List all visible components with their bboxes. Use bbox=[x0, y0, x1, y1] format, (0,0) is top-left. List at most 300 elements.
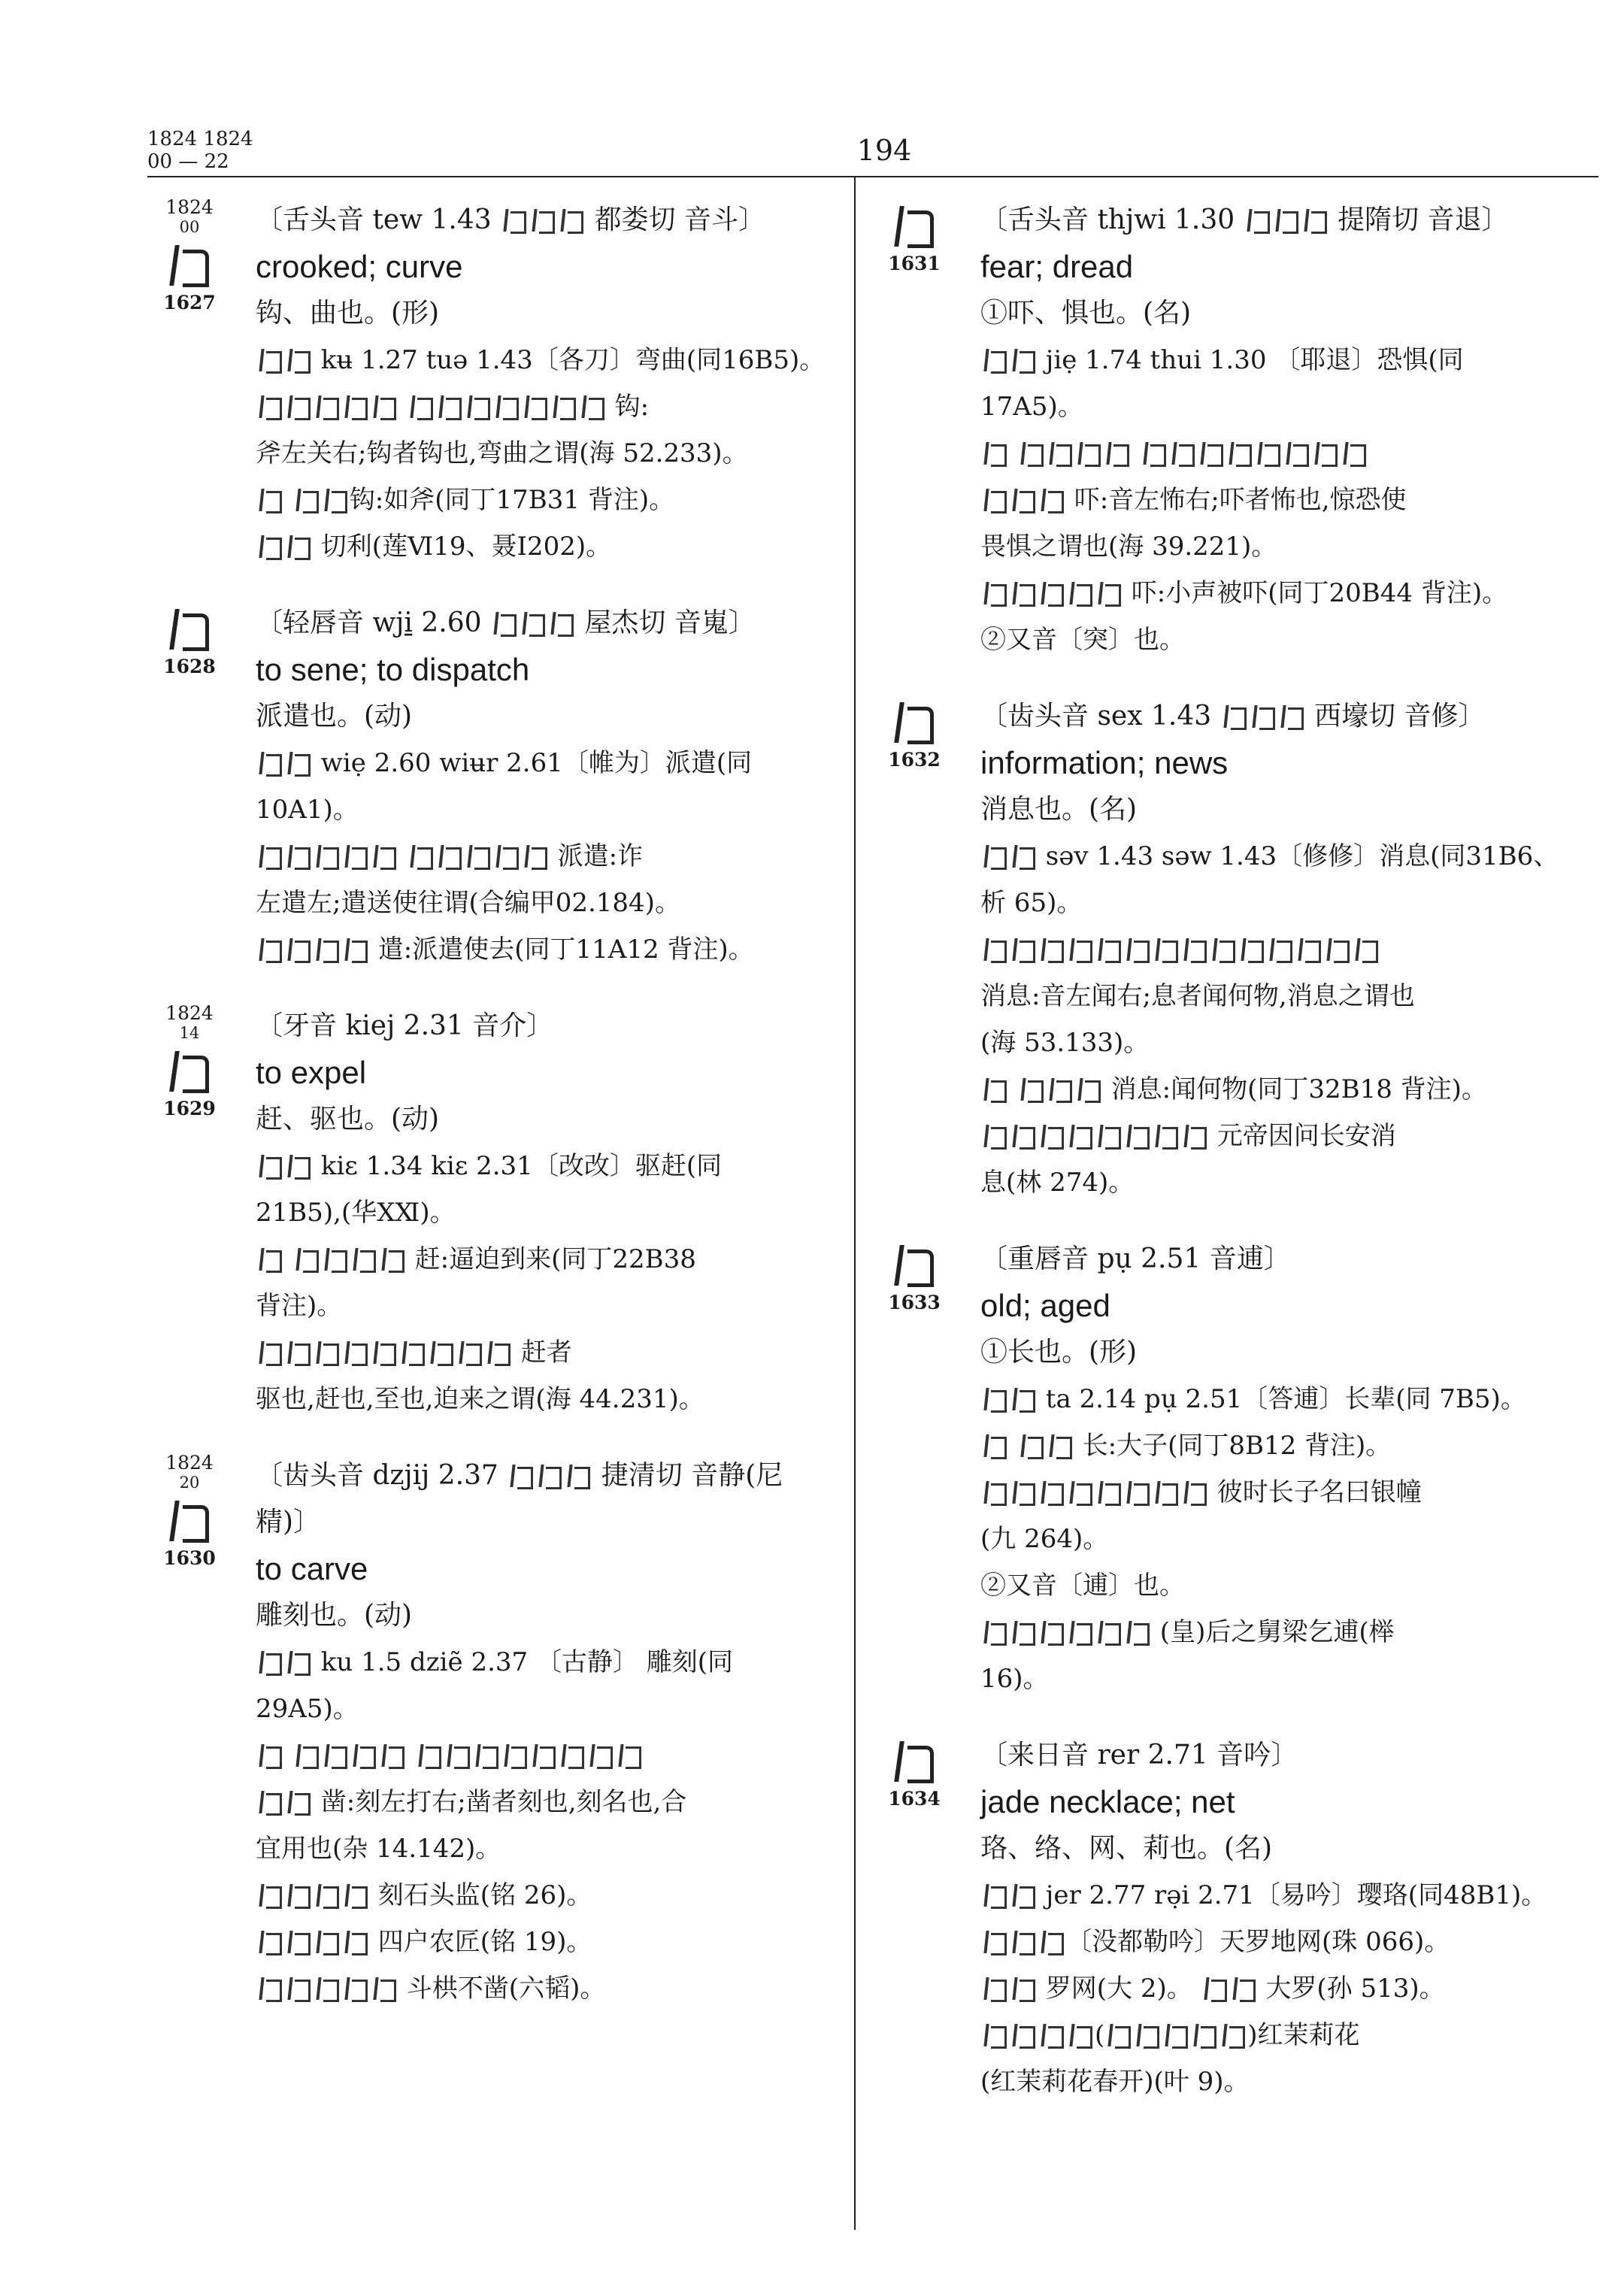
entry-code: 1824 14 bbox=[147, 1003, 232, 1042]
tangut-glyph-icon bbox=[1183, 1122, 1207, 1150]
entry-example-line: (红茉莉花春开)(叶 9)。 bbox=[980, 2067, 1250, 2097]
tangut-glyph-icon bbox=[258, 1742, 282, 1769]
entry-example-line: 驱也,赶也,至也,迫来之谓(海 44.231)。 bbox=[256, 1384, 704, 1414]
tangut-glyph-icon bbox=[531, 207, 555, 234]
entry-number: 1632 bbox=[888, 749, 941, 771]
tangut-glyph-icon bbox=[1164, 2022, 1188, 2049]
tangut-glyph-icon bbox=[486, 1339, 511, 1366]
entry-subcode: 20 bbox=[179, 1474, 200, 1492]
tangut-glyph-icon bbox=[589, 1742, 613, 1769]
entry-chinese: 消息也。(名) bbox=[980, 794, 1138, 825]
entry-english: to expel bbox=[256, 1055, 367, 1090]
tangut-glyph-icon bbox=[344, 1975, 368, 2002]
tangut-glyph-icon bbox=[983, 347, 1007, 374]
tangut-glyph-icon bbox=[1020, 440, 1044, 467]
tangut-glyph-icon bbox=[1354, 936, 1378, 963]
tangut-glyph-icon bbox=[1020, 1432, 1044, 1459]
tangut-glyph-icon bbox=[1068, 1122, 1092, 1150]
tangut-glyph-icon bbox=[1126, 1619, 1150, 1646]
tangut-glyph-icon bbox=[1183, 936, 1207, 963]
entry-phonetic-cont: 精)〕 bbox=[256, 1507, 321, 1537]
entry-example-line: 消息:闻何物(同丁32B18 背注)。 bbox=[980, 1066, 1598, 1113]
entry-english: information; news bbox=[980, 745, 1229, 780]
entry-phonetic: 〔齿头音 dzjij 2.37 捷清切 音静(尼 bbox=[256, 1460, 783, 1491]
entry-example-line: 赶者 bbox=[256, 1329, 839, 1376]
tangut-glyph-icon bbox=[1097, 936, 1121, 963]
tangut-glyph-icon bbox=[1342, 440, 1366, 467]
tangut-glyph-icon bbox=[1068, 936, 1092, 963]
tangut-glyph-icon bbox=[344, 393, 368, 420]
entry-phonetic: 〔齿头音 sex 1.43 西壕切 音修〕 bbox=[980, 701, 1486, 732]
entry-example-line: 钩: bbox=[256, 383, 839, 430]
tangut-glyph-icon bbox=[983, 1122, 1007, 1150]
page-header bbox=[147, 128, 1598, 177]
tangut-glyph-icon bbox=[1068, 2022, 1092, 2049]
headword-glyph-icon bbox=[892, 1735, 936, 1785]
tangut-glyph-icon bbox=[1040, 1479, 1064, 1506]
entry-example-line: kʉ 1.27 tuə 1.43〔各刀〕弯曲(同16B5)。 bbox=[256, 337, 839, 383]
tangut-glyph-icon bbox=[983, 1928, 1007, 1955]
tangut-glyph-icon bbox=[323, 1742, 347, 1769]
tangut-glyph-icon bbox=[352, 1742, 376, 1769]
tangut-glyph-icon bbox=[1142, 440, 1166, 467]
tangut-glyph-icon bbox=[258, 486, 282, 513]
tangut-glyph-icon bbox=[1011, 936, 1035, 963]
entry-chinese: 派遣也。(动) bbox=[256, 701, 413, 732]
tangut-glyph-icon bbox=[1274, 207, 1298, 234]
tangut-glyph-icon bbox=[466, 843, 490, 870]
dictionary-entry bbox=[147, 197, 839, 570]
entry-example-line: 17A5)。 bbox=[980, 392, 1083, 422]
entry-example-line: 21B5),(华ⅩⅪ)。 bbox=[256, 1198, 456, 1228]
entry-example-line: kiɛ 1.34 kiɛ 2.31〔改改〕驱赶(同 bbox=[256, 1143, 839, 1189]
entry-example-line: 吓:小声被吓(同丁20B44 背注)。 bbox=[980, 570, 1598, 616]
tangut-glyph-icon bbox=[1126, 1122, 1150, 1150]
tangut-glyph-icon bbox=[1154, 936, 1178, 963]
tangut-glyph-icon bbox=[1011, 1479, 1035, 1506]
tangut-glyph-icon bbox=[1097, 1479, 1121, 1506]
tangut-glyph-icon bbox=[1011, 1619, 1035, 1646]
entry-english: fear; dread bbox=[980, 249, 1134, 284]
entry-chinese: ①长也。(形) bbox=[980, 1337, 1138, 1368]
entry-example-line: 刻石头监(铭 26)。 bbox=[256, 1872, 839, 1919]
entry-example-line: 宜用也(杂 14.142)。 bbox=[256, 1834, 501, 1864]
tangut-glyph-icon bbox=[1097, 580, 1121, 607]
tangut-glyph-icon bbox=[344, 843, 368, 870]
headword-glyph-icon bbox=[892, 696, 936, 746]
entry-head bbox=[147, 1003, 232, 1119]
tangut-glyph-icon bbox=[1011, 1122, 1035, 1150]
tangut-glyph-icon bbox=[458, 1339, 482, 1366]
tangut-glyph-icon bbox=[1154, 1479, 1178, 1506]
tangut-glyph-icon bbox=[409, 393, 433, 420]
column-divider bbox=[854, 177, 856, 2230]
entry-number: 1633 bbox=[888, 1292, 941, 1313]
entry-example-line: ( )红茉莉花 bbox=[980, 2012, 1598, 2058]
tangut-glyph-icon bbox=[286, 1789, 311, 1816]
tangut-glyph-icon bbox=[1040, 580, 1064, 607]
tangut-glyph-icon bbox=[380, 1742, 404, 1769]
tangut-glyph-icon bbox=[1011, 1386, 1035, 1413]
entry-code: 1824 20 bbox=[147, 1453, 232, 1492]
entry-example-line: ku 1.5 dziẽ 2.37 〔古静〕 雕刻(同 bbox=[256, 1639, 839, 1686]
tangut-glyph-icon bbox=[286, 1882, 311, 1909]
entry-subcode: 14 bbox=[179, 1024, 200, 1042]
tangut-glyph-icon bbox=[1077, 1076, 1101, 1103]
header-range-top: 1824 1824 bbox=[147, 128, 253, 150]
entry-example-line bbox=[256, 1732, 839, 1779]
tangut-glyph-icon bbox=[1154, 1122, 1178, 1150]
entry-example-line: 左遣左;遣送使往谓(合编甲02.184)。 bbox=[256, 888, 680, 918]
tangut-glyph-icon bbox=[617, 1742, 641, 1769]
tangut-glyph-icon bbox=[344, 1339, 368, 1366]
entry-english: to sene; to dispatch bbox=[256, 652, 530, 687]
tangut-glyph-icon bbox=[438, 393, 462, 420]
tangut-glyph-icon bbox=[344, 1928, 368, 1955]
entry-body bbox=[256, 600, 839, 973]
entry-phonetic: 〔牙音 kiej 2.31 音介〕 bbox=[256, 1010, 554, 1041]
tangut-glyph-icon bbox=[1020, 1076, 1044, 1103]
right-column bbox=[872, 197, 1598, 2135]
entry-body bbox=[980, 1236, 1598, 1702]
entry-body bbox=[256, 1453, 839, 2012]
dictionary-entry bbox=[872, 693, 1598, 1206]
tangut-glyph-icon bbox=[474, 1742, 498, 1769]
tangut-glyph-icon bbox=[409, 843, 433, 870]
entry-example-line: (皇)后之舅梁乞逋(榉 bbox=[980, 1609, 1598, 1655]
tangut-glyph-icon bbox=[1040, 1928, 1064, 1955]
tangut-glyph-icon bbox=[1011, 580, 1035, 607]
dictionary-entry bbox=[872, 197, 1598, 663]
entry-head bbox=[147, 1453, 232, 1569]
tangut-glyph-icon bbox=[258, 1153, 282, 1180]
tangut-glyph-icon bbox=[550, 610, 574, 637]
tangut-glyph-icon bbox=[352, 1246, 376, 1273]
entry-head bbox=[872, 693, 956, 771]
tangut-glyph-icon bbox=[566, 1462, 590, 1489]
tangut-glyph-icon bbox=[1251, 703, 1275, 730]
tangut-glyph-icon bbox=[286, 750, 311, 777]
tangut-glyph-icon bbox=[560, 1742, 584, 1769]
tangut-glyph-icon bbox=[1240, 936, 1264, 963]
header-rule bbox=[147, 176, 1598, 177]
entry-example-line: 赶:逼迫到来(同丁22B38 bbox=[256, 1236, 839, 1283]
tangut-glyph-icon bbox=[983, 1076, 1007, 1103]
tangut-glyph-icon bbox=[1303, 207, 1327, 234]
tangut-glyph-icon bbox=[1097, 1619, 1121, 1646]
entry-example-line: 斗栱不凿(六韬)。 bbox=[256, 1965, 839, 2012]
tangut-glyph-icon bbox=[538, 1462, 562, 1489]
tangut-glyph-icon bbox=[1183, 1479, 1207, 1506]
tangut-glyph-icon bbox=[258, 347, 282, 374]
entry-number: 1629 bbox=[163, 1098, 216, 1119]
tangut-glyph-icon bbox=[1280, 703, 1304, 730]
tangut-glyph-icon bbox=[258, 843, 282, 870]
tangut-glyph-icon bbox=[1297, 936, 1321, 963]
left-column bbox=[147, 197, 839, 2042]
entry-example-line: ②又音〔突〕也。 bbox=[980, 625, 1185, 655]
entry-example-line: 背注)。 bbox=[256, 1291, 343, 1321]
tangut-glyph-icon bbox=[1223, 703, 1247, 730]
tangut-glyph-icon bbox=[532, 1742, 556, 1769]
entry-example-line: 切利(莲Ⅵ19、聂Ⅰ202)。 bbox=[256, 523, 839, 570]
headword-glyph-icon bbox=[892, 200, 936, 250]
tangut-glyph-icon bbox=[1040, 1122, 1064, 1150]
entry-phonetic: 〔舌头音 tew 1.43 都娄切 音斗〕 bbox=[256, 204, 765, 235]
dictionary-entry bbox=[147, 600, 839, 973]
tangut-glyph-icon bbox=[1211, 936, 1235, 963]
tangut-glyph-icon bbox=[1192, 2022, 1216, 2049]
tangut-glyph-icon bbox=[1040, 2022, 1064, 2049]
tangut-glyph-icon bbox=[258, 1246, 282, 1273]
entry-body bbox=[256, 1003, 839, 1422]
tangut-glyph-icon bbox=[1232, 1975, 1256, 2002]
tangut-glyph-icon bbox=[983, 1975, 1007, 2002]
tangut-glyph-icon bbox=[503, 1742, 527, 1769]
entry-chinese: 钩、曲也。(形) bbox=[256, 298, 440, 329]
tangut-glyph-icon bbox=[401, 1339, 425, 1366]
entry-subcode: 00 bbox=[179, 218, 200, 236]
entry-chinese: 雕刻也。(动) bbox=[256, 1600, 413, 1631]
entry-example-line: 10A1)。 bbox=[256, 795, 359, 825]
tangut-glyph-icon bbox=[580, 393, 604, 420]
headword-glyph-icon bbox=[168, 603, 211, 653]
tangut-glyph-icon bbox=[983, 936, 1007, 963]
tangut-glyph-icon bbox=[258, 533, 282, 560]
entry-example-line: 斧左关右;钩者钩也,弯曲之谓(海 52.233)。 bbox=[256, 438, 748, 468]
tangut-glyph-icon bbox=[1256, 440, 1280, 467]
dictionary-entry bbox=[872, 1732, 1598, 2105]
entry-chinese: 赶、驱也。(动) bbox=[256, 1104, 440, 1134]
tangut-glyph-icon bbox=[523, 393, 547, 420]
tangut-glyph-icon bbox=[1040, 1619, 1064, 1646]
entry-body bbox=[980, 197, 1598, 663]
tangut-glyph-icon bbox=[286, 1153, 311, 1180]
tangut-glyph-icon bbox=[315, 936, 339, 963]
entry-example-line: jiẹ 1.74 thui 1.30 〔耶退〕恐惧(同 bbox=[980, 337, 1598, 383]
tangut-glyph-icon bbox=[315, 1339, 339, 1366]
tangut-glyph-icon bbox=[983, 486, 1007, 513]
tangut-glyph-icon bbox=[286, 843, 311, 870]
tangut-glyph-icon bbox=[323, 486, 347, 513]
entry-number: 1627 bbox=[163, 292, 216, 314]
tangut-glyph-icon bbox=[1135, 2022, 1159, 2049]
tangut-glyph-icon bbox=[258, 1649, 282, 1676]
tangut-glyph-icon bbox=[1126, 1479, 1150, 1506]
tangut-glyph-icon bbox=[492, 610, 517, 637]
page-number: 194 bbox=[856, 134, 912, 167]
entry-number: 1628 bbox=[163, 656, 216, 677]
tangut-glyph-icon bbox=[983, 843, 1007, 870]
entry-example-line: 钩:如斧(同丁17B31 背注)。 bbox=[256, 477, 839, 523]
entry-example-line: 息(林 274)。 bbox=[980, 1168, 1135, 1198]
entry-head bbox=[872, 1732, 956, 1810]
entry-english: old; aged bbox=[980, 1288, 1110, 1323]
tangut-glyph-icon bbox=[495, 393, 519, 420]
tangut-glyph-icon bbox=[344, 936, 368, 963]
tangut-glyph-icon bbox=[1048, 440, 1072, 467]
entry-number: 1630 bbox=[163, 1547, 216, 1569]
tangut-glyph-icon bbox=[1011, 1975, 1035, 2002]
tangut-glyph-icon bbox=[1246, 207, 1270, 234]
tangut-glyph-icon bbox=[438, 843, 462, 870]
header-range bbox=[147, 128, 253, 173]
entry-head bbox=[147, 600, 232, 677]
tangut-glyph-icon bbox=[258, 936, 282, 963]
tangut-glyph-icon bbox=[344, 1882, 368, 1909]
tangut-glyph-icon bbox=[466, 393, 490, 420]
tangut-glyph-icon bbox=[315, 1928, 339, 1955]
header-range-bottom: 00 — 22 bbox=[147, 150, 229, 173]
tangut-glyph-icon bbox=[1313, 440, 1338, 467]
tangut-glyph-icon bbox=[1268, 936, 1292, 963]
tangut-glyph-icon bbox=[1011, 347, 1035, 374]
tangut-glyph-icon bbox=[258, 1975, 282, 2002]
tangut-glyph-icon bbox=[1228, 440, 1252, 467]
entry-english: to carve bbox=[256, 1551, 368, 1586]
tangut-glyph-icon bbox=[495, 843, 519, 870]
tangut-glyph-icon bbox=[258, 1882, 282, 1909]
entry-example-line: 四户农匠(铭 19)。 bbox=[256, 1919, 839, 1965]
tangut-glyph-icon bbox=[1068, 580, 1092, 607]
tangut-glyph-icon bbox=[1048, 1432, 1072, 1459]
tangut-glyph-icon bbox=[1097, 1122, 1121, 1150]
entry-number: 1631 bbox=[888, 253, 941, 274]
tangut-glyph-icon bbox=[983, 580, 1007, 607]
tangut-glyph-icon bbox=[286, 347, 311, 374]
tangut-glyph-icon bbox=[1171, 440, 1195, 467]
entry-chinese: ①吓、惧也。(名) bbox=[980, 298, 1192, 329]
entry-head bbox=[872, 197, 956, 274]
tangut-glyph-icon bbox=[552, 393, 576, 420]
entry-example-line: 派遣:诈 bbox=[256, 833, 839, 880]
entry-example-line bbox=[980, 430, 1598, 477]
tangut-glyph-icon bbox=[1040, 486, 1064, 513]
dictionary-entry bbox=[872, 1236, 1598, 1702]
tangut-glyph-icon bbox=[372, 1339, 396, 1366]
headword-glyph-icon bbox=[892, 1239, 936, 1289]
entry-english: crooked; curve bbox=[256, 249, 463, 284]
entry-example-line: (海 53.133)。 bbox=[980, 1028, 1150, 1058]
tangut-glyph-icon bbox=[1011, 1882, 1035, 1909]
tangut-glyph-icon bbox=[1068, 1479, 1092, 1506]
tangut-glyph-icon bbox=[417, 1742, 441, 1769]
entry-code: 1824 00 bbox=[147, 197, 232, 236]
headword-glyph-icon bbox=[168, 239, 211, 289]
entry-phonetic: 〔舌头音 thjwi 1.30 提隋切 音退〕 bbox=[980, 204, 1509, 235]
tangut-glyph-icon bbox=[1068, 1619, 1092, 1646]
entry-example-line: 凿:刻左打右;凿者刻也,刻名也,合 bbox=[256, 1779, 839, 1825]
entry-example-line: 畏惧之谓也(海 39.221)。 bbox=[980, 532, 1277, 562]
tangut-glyph-icon bbox=[1040, 936, 1064, 963]
entry-chinese: 珞、络、网、莉也。(名) bbox=[980, 1833, 1273, 1864]
tangut-glyph-icon bbox=[372, 843, 396, 870]
tangut-glyph-icon bbox=[258, 1789, 282, 1816]
entry-example-line: 吓:音左怖右;吓者怖也,惊恐使 bbox=[980, 477, 1598, 523]
tangut-glyph-icon bbox=[1011, 2022, 1035, 2049]
tangut-glyph-icon bbox=[1126, 936, 1150, 963]
tangut-glyph-icon bbox=[983, 1432, 1007, 1459]
tangut-glyph-icon bbox=[559, 207, 583, 234]
entry-english: jade necklace; net bbox=[980, 1784, 1235, 1819]
tangut-glyph-icon bbox=[429, 1339, 453, 1366]
tangut-glyph-icon bbox=[286, 1928, 311, 1955]
entry-body bbox=[980, 1732, 1598, 2105]
tangut-glyph-icon bbox=[295, 486, 319, 513]
tangut-glyph-icon bbox=[1221, 2022, 1245, 2049]
tangut-glyph-icon bbox=[258, 1339, 282, 1366]
tangut-glyph-icon bbox=[286, 936, 311, 963]
tangut-glyph-icon bbox=[1285, 440, 1309, 467]
tangut-glyph-icon bbox=[1077, 440, 1101, 467]
entry-head bbox=[872, 1236, 956, 1313]
tangut-glyph-icon bbox=[983, 1882, 1007, 1909]
entry-head bbox=[147, 197, 232, 314]
tangut-glyph-icon bbox=[372, 1975, 396, 2002]
entry-example-line: 消息:音左闻右;息者闻何物,消息之谓也 bbox=[980, 981, 1415, 1011]
tangut-glyph-icon bbox=[258, 393, 282, 420]
dictionary-entry bbox=[147, 1003, 839, 1422]
tangut-glyph-icon bbox=[380, 1246, 404, 1273]
tangut-glyph-icon bbox=[1011, 486, 1035, 513]
entry-example-line: 析 65)。 bbox=[980, 888, 1083, 918]
tangut-glyph-icon bbox=[323, 1246, 347, 1273]
entry-body bbox=[980, 693, 1598, 1206]
tangut-glyph-icon bbox=[295, 1742, 319, 1769]
tangut-glyph-icon bbox=[295, 1246, 319, 1273]
entry-example-line: 元帝因问长安消 bbox=[980, 1113, 1598, 1159]
entry-number: 1634 bbox=[888, 1788, 941, 1810]
entry-example-line: 29A5)。 bbox=[256, 1694, 359, 1724]
tangut-glyph-icon bbox=[1105, 440, 1129, 467]
tangut-glyph-icon bbox=[983, 1386, 1007, 1413]
entry-example-line: səv 1.43 səw 1.43〔修修〕消息(同31B6、 bbox=[980, 833, 1598, 880]
entry-example-line: 16)。 bbox=[980, 1664, 1049, 1694]
tangut-glyph-icon bbox=[1011, 1928, 1035, 1955]
tangut-glyph-icon bbox=[286, 393, 311, 420]
tangut-glyph-icon bbox=[983, 2022, 1007, 2049]
tangut-glyph-icon bbox=[286, 1339, 311, 1366]
entry-phonetic: 〔来日音 rer 2.71 音吟〕 bbox=[980, 1740, 1298, 1771]
entry-example-line: ②又音〔逋〕也。 bbox=[980, 1571, 1185, 1601]
tangut-glyph-icon bbox=[258, 750, 282, 777]
headword-glyph-icon bbox=[168, 1495, 211, 1544]
entry-phonetic: 〔轻唇音 wji̱ 2.60 屋杰切 音嵬〕 bbox=[256, 607, 756, 638]
tangut-glyph-icon bbox=[258, 1928, 282, 1955]
dictionary-entry bbox=[147, 1453, 839, 2012]
tangut-glyph-icon bbox=[446, 1742, 470, 1769]
tangut-glyph-icon bbox=[502, 207, 526, 234]
tangut-glyph-icon bbox=[509, 1462, 533, 1489]
tangut-glyph-icon bbox=[286, 1649, 311, 1676]
tangut-glyph-icon bbox=[1107, 2022, 1131, 2049]
entry-example-line: 〔没都勒吟〕天罗地网(珠 066)。 bbox=[980, 1919, 1598, 1965]
entry-phonetic: 〔重唇音 pụ 2.51 音逋〕 bbox=[980, 1244, 1291, 1274]
tangut-glyph-icon bbox=[983, 440, 1007, 467]
tangut-glyph-icon bbox=[286, 533, 311, 560]
tangut-glyph-icon bbox=[315, 843, 339, 870]
tangut-glyph-icon bbox=[523, 843, 547, 870]
tangut-glyph-icon bbox=[1199, 440, 1223, 467]
tangut-glyph-icon bbox=[1203, 1975, 1227, 2002]
entry-example-line: wiẹ 2.60 wiʉr 2.61〔帷为〕派遣(同 bbox=[256, 740, 839, 786]
tangut-glyph-icon bbox=[286, 1975, 311, 2002]
tangut-glyph-icon bbox=[983, 1479, 1007, 1506]
tangut-glyph-icon bbox=[1048, 1076, 1072, 1103]
entry-example-line: 罗网(大 2)。 大罗(孙 513)。 bbox=[980, 1965, 1598, 2012]
entry-example-line: 遣:派遣使去(同丁11A12 背注)。 bbox=[256, 926, 839, 973]
entry-example-line: 彼时长子名曰银幢 bbox=[980, 1469, 1598, 1516]
